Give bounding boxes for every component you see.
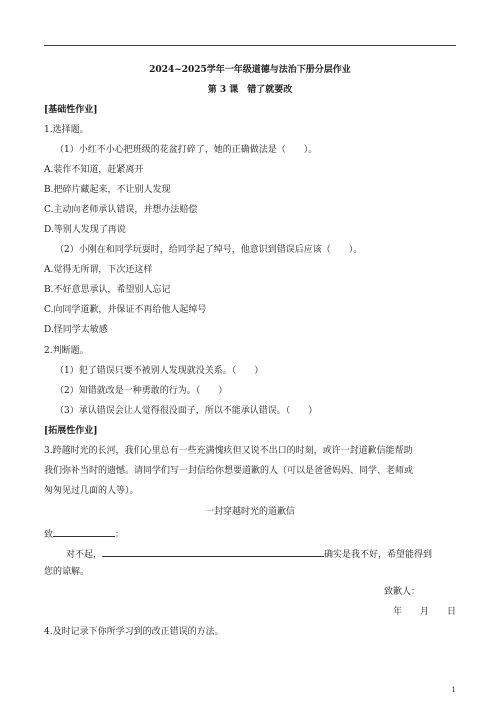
letter-body-line-2: 您的谅解。	[44, 567, 90, 577]
letter-title: 一封穿越时光的道歉信	[204, 507, 295, 517]
header-rule	[44, 45, 456, 46]
recipient-blank[interactable]	[53, 526, 115, 537]
q1-1-option-c: C.主动向老师承认错误，并想办法赔偿	[44, 205, 198, 215]
page-number: 1	[451, 686, 456, 694]
q1-1-option-d: D.等别人发现了再说	[44, 225, 126, 235]
question-2-title: 2.判断题。	[44, 346, 89, 356]
q1-2-option-d: D.怪同学太敏感	[44, 325, 108, 335]
question-1-title: 1.选择题。	[44, 125, 89, 135]
q1-1-option-b: B.把碎片藏起来，不让别人发现	[44, 185, 171, 195]
q1-1-option-a: A.装作不知道，赶紧离开	[44, 165, 144, 175]
letter-date: 年 月 日	[392, 607, 456, 617]
lesson-title: 第 3 课 错了就要改	[207, 85, 293, 95]
letter-to-suffix: ：	[115, 530, 125, 540]
letter-body-end: 确实是我不好，希望能得到	[324, 550, 433, 560]
letter-body-line-1	[66, 546, 432, 561]
judgment-item-1: （1）犯了错误只要不被别人发现就没关系。（ ）	[55, 366, 264, 376]
question-3-line-3: 匆匆见过几面的人等）。	[44, 486, 139, 496]
question-3-line-1: 3.跨越时光的长河，我们心里总有一些充满愧疚但又说不出口的时刻，或许一封道歉信能帮助	[44, 446, 413, 456]
q1-2-option-b: B.不好意思承认，希望别人忘记	[44, 285, 171, 295]
judgment-item-3: （3）承认错误会让人觉得很没面子，所以不能承认错误。（ ）	[55, 406, 318, 416]
extended-section-label: [拓展性作业]	[44, 426, 98, 436]
document-title: 2024~2025学年一年级道德与法治下册分层作业	[149, 65, 351, 75]
letter-body-start: 对不起，	[66, 550, 103, 560]
letter-salutation	[44, 526, 124, 541]
question-3-line-2: 我们弥补当时的遗憾。请同学们写一封信给你想要道歉的人（可以是爸爸妈妈、同学、老师或	[44, 466, 414, 476]
judgment-item-2: （2）知错就改是一种勇敢的行为。（ ）	[55, 386, 228, 396]
letter-signature: 致歉人：	[383, 587, 420, 597]
basic-section-label: [基础性作业]	[44, 105, 98, 115]
letter-to-label: 致	[44, 530, 54, 540]
q1-2-option-a: A.觉得无所谓，下次还这样	[44, 265, 153, 275]
q1-2-option-c: C.向同学道歉，并保证不再给他人起绰号	[44, 305, 207, 315]
apology-content-blank[interactable]	[102, 546, 324, 557]
question-1-2-stem: （2）小刚在和同学玩耍时，给同学起了绰号，他意识到错误后应该（ ）。	[55, 245, 363, 255]
question-1-1-stem: （1）小红不小心把班级的花盆打碎了，她的正确做法是（ ）。	[55, 145, 318, 155]
question-4: 4.及时记录下你所学习到的改正错误的方法。	[44, 627, 224, 637]
